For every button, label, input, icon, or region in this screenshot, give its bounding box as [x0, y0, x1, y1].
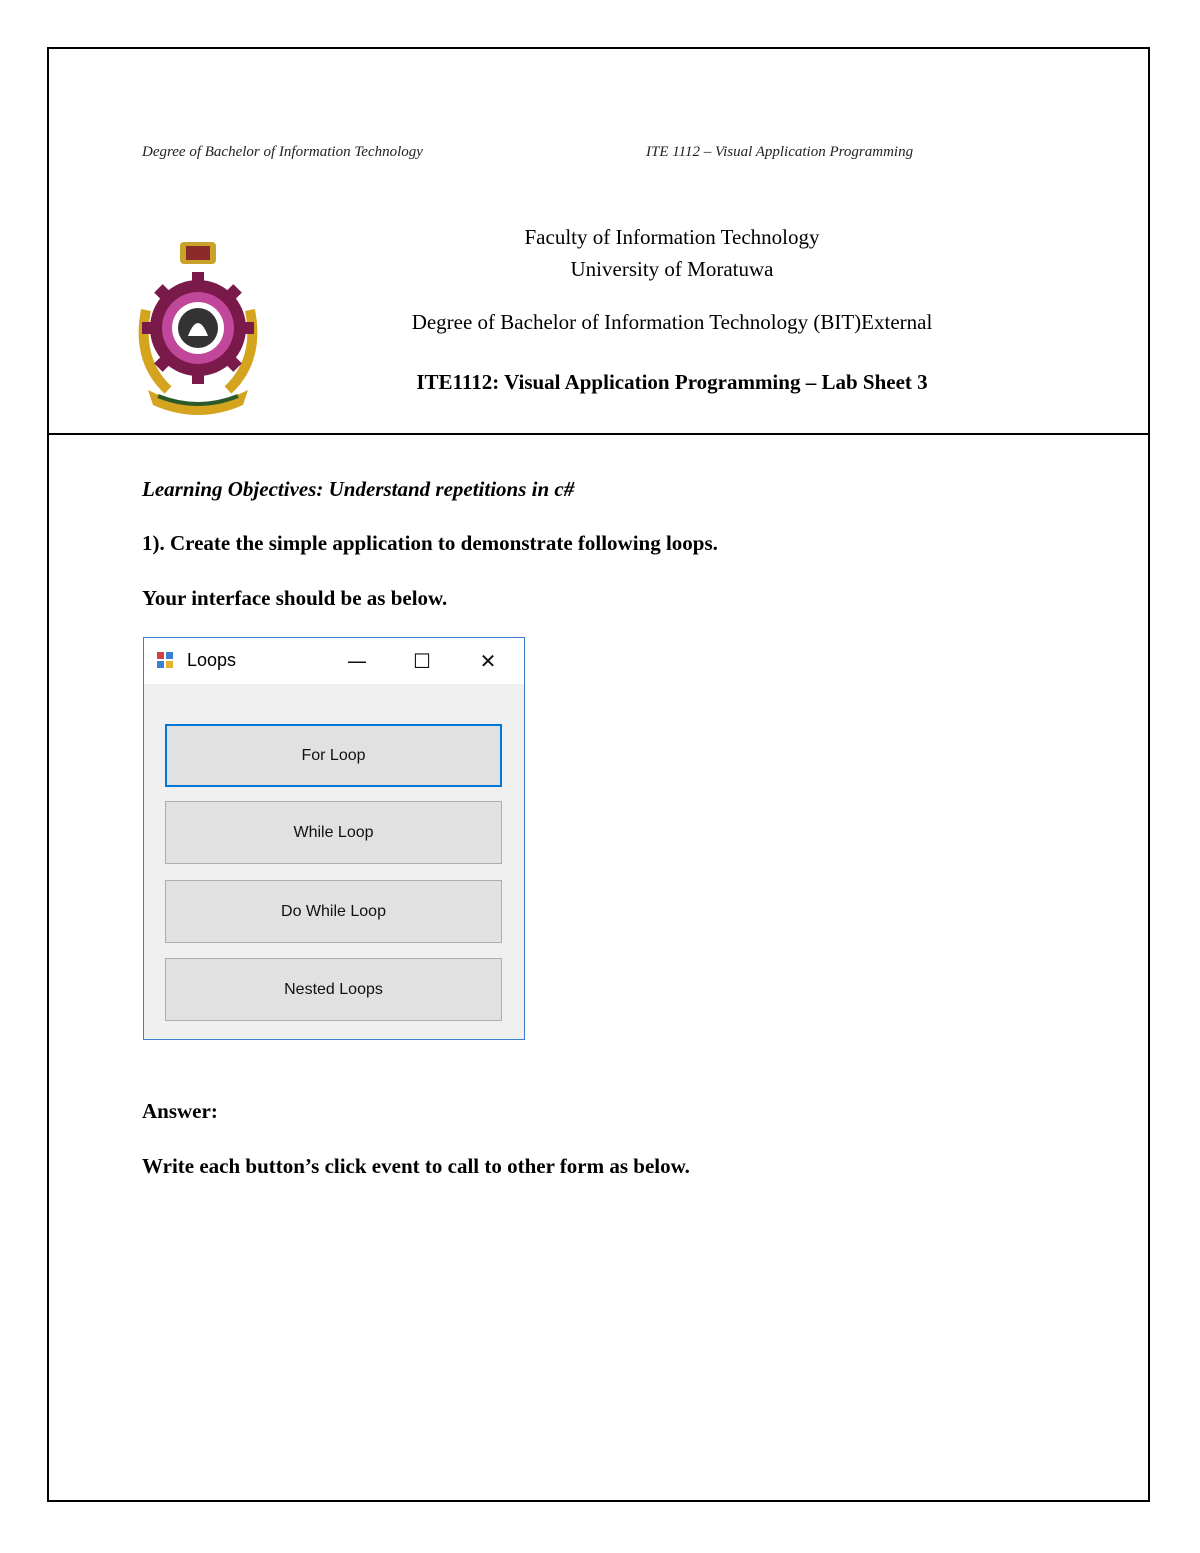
form-app-icon: [157, 652, 173, 668]
while-loop-button[interactable]: While Loop: [165, 801, 502, 864]
university-name: University of Moratuwa: [570, 257, 774, 281]
question-1: 1). Create the simple application to demonstrate following loops.: [142, 531, 718, 555]
maximize-icon[interactable]: ☐: [413, 649, 431, 673]
for-loop-button[interactable]: For Loop: [165, 724, 502, 787]
loops-form-window: [143, 637, 525, 1040]
degree-name: Degree of Bachelor of Information Technology (BIT)External: [411, 310, 933, 334]
header-right: ITE 1112 – Visual Application Programming: [646, 144, 914, 160]
do-while-loop-button[interactable]: Do While Loop: [165, 880, 502, 943]
window-titlebar: [144, 638, 524, 684]
nested-loops-button[interactable]: Nested Loops: [165, 958, 502, 1021]
header-left: Degree of Bachelor of Information Technology: [142, 144, 423, 160]
university-crest-icon: [128, 240, 268, 420]
header-divider: [47, 433, 1150, 435]
faculty-name: Faculty of Information Technology: [524, 225, 820, 249]
close-icon[interactable]: ✕: [479, 649, 497, 673]
window-title: Loops: [187, 650, 237, 670]
minimize-icon[interactable]: —: [347, 649, 367, 673]
lab-sheet-title: ITE1112: Visual Application Programming – Lab Sheet 3: [416, 370, 928, 394]
answer-label: Answer:: [142, 1099, 218, 1123]
answer-instruction: Write each button’s click event to call to other form as below.: [142, 1154, 690, 1178]
learning-objectives: Learning Objectives: Understand repetitions in c#: [142, 477, 575, 501]
interface-note: Your interface should be as below.: [142, 586, 448, 610]
